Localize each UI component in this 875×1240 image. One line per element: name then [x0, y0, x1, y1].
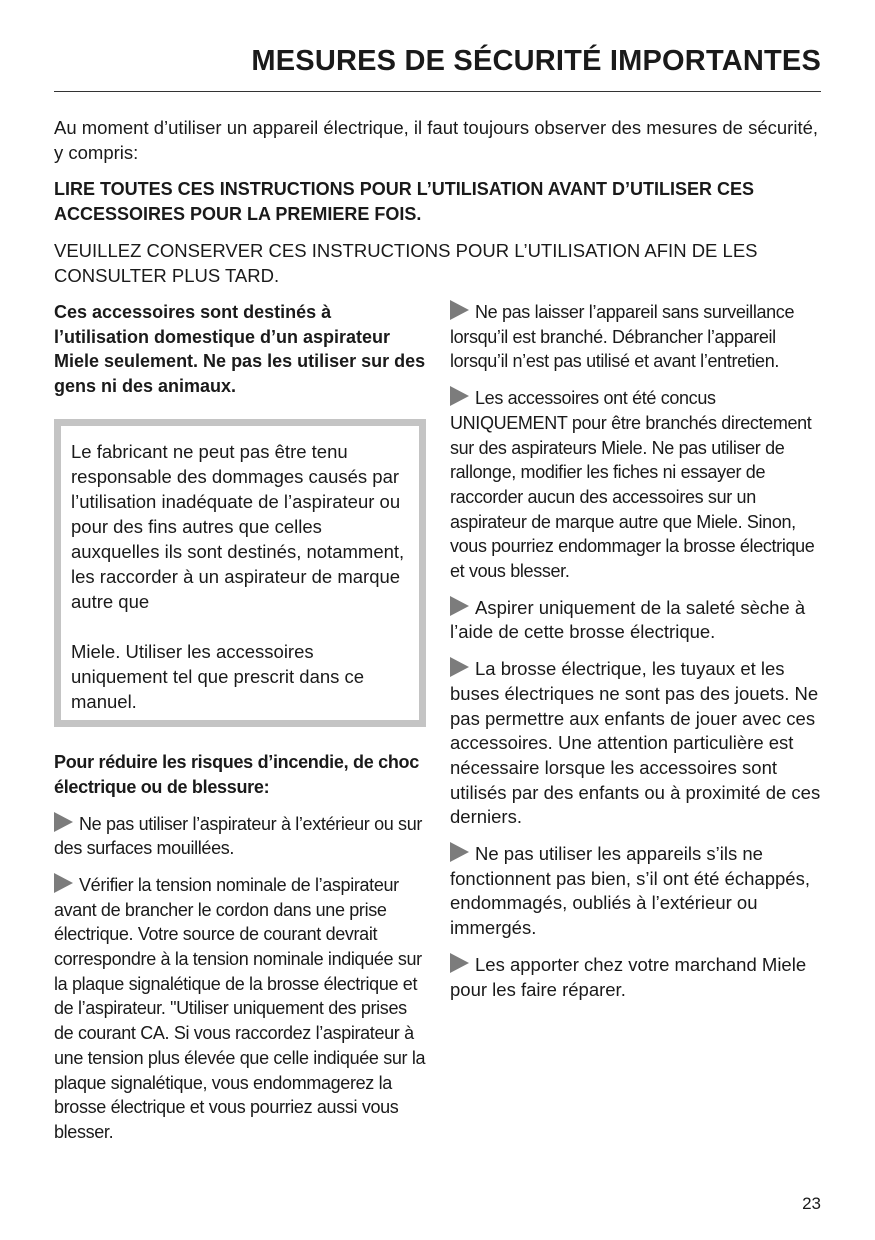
safety-item [54, 873, 426, 1145]
right-column [450, 300, 822, 1014]
triangle-right-icon [450, 657, 469, 677]
safety-item-text: Ne pas utiliser les appareils s’ils ne fonctionnent pas bien, s’il ont été échappés, endommagés, oubliés à l’extérieur ou immergés. [450, 843, 810, 939]
triangle-right-icon [450, 386, 469, 406]
safety-item [450, 386, 822, 584]
safety-item-text: Les apporter chez votre marchand Miele pour les faire réparer. [450, 953, 807, 1000]
safety-item [450, 953, 822, 1002]
safety-item [450, 596, 822, 645]
safety-item-text: Aspirer uniquement de la saleté sèche à l’aide de cette brosse électrique. [450, 596, 806, 643]
page-number: 23 [802, 1194, 821, 1213]
risk-reduction-heading: Pour réduire les risques d’incendie, de choc électrique ou de blessure: [54, 752, 419, 797]
safety-item [54, 812, 426, 861]
safety-item [450, 842, 822, 941]
safety-item [450, 300, 822, 374]
liability-notice-text: Le fabricant ne peut pas être tenu responsable des dommages causés par l’utilisation inadéquate de l’aspirateur ou pour des fins autres que celles auxquelles ils sont destinés, notamment, les raccorder à un aspirateur de marque autre que [71, 441, 405, 613]
intro-paragraph: Au moment d’utiliser un appareil électrique, il faut toujours observer des mesures de sécurité, y compris: [54, 117, 819, 163]
safety-item-text: Vérifier la tension nominale de l’aspirateur avant de brancher le cordon dans une prise électrique. Votre source de courant devrait correspondre à la tension nominale indiquée sur la plaque signalétique de la brosse électrique et de l’aspirateur. "Utiliser uniquement des prises de courant CA. Si vous raccordez l’aspirateur à une tension plus élevée que celle indiquée sur la plaque signalétique, vous endommagerez la brosse électrique et vous pourriez aussi vous blesser. [54, 874, 426, 1142]
safety-item [450, 657, 822, 830]
triangle-right-icon [450, 953, 469, 973]
liability-notice-box [54, 419, 426, 727]
title-divider [54, 91, 821, 92]
safety-item-text: Les accessoires ont été concus UNIQUEMENT pour être branchés directement sur des aspirateurs Miele. Ne pas utiliser de rallonge, modifier les fiches ni essayer de raccorder aucun des accessoires sur un aspirateur de marque autre que Miele. Sinon, vous pourriez endommager la brosse électrique et vous blesser. [450, 388, 815, 582]
triangle-right-icon [450, 300, 469, 320]
triangle-right-icon [54, 873, 73, 893]
triangle-right-icon [54, 812, 73, 832]
safety-item-text: La brosse électrique, les tuyaux et les buses électriques ne sont pas des jouets. Ne pas permettre aux enfants de jouer avec ces accessoires. Une attention particulière est nécessaire lorsque les accessoires sont utilisés par des enfants ou à proximité de ces derniers. [450, 658, 821, 828]
safety-item-text: Ne pas laisser l’appareil sans surveillance lorsqu’il est branché. Débrancher l’appareil lorsqu’il n’est pas utilisé et avant l’entretien. [450, 302, 795, 372]
triangle-right-icon [450, 842, 469, 862]
intended-use-statement: Ces accessoires sont destinés à l’utilisation domestique d’un aspirateur Miele seulement. Ne pas les utiliser sur des gens ni des animaux. [54, 302, 426, 396]
page-title: MESURES DE SÉCURITÉ IMPORTANTES [251, 45, 821, 77]
keep-instructions-notice: VEUILLEZ CONSERVER CES INSTRUCTIONS POUR L’UTILISATION AFIN DE LES CONSULTER PLUS TARD. [54, 240, 758, 286]
left-column [54, 300, 426, 1145]
liability-notice-text: Miele. Utiliser les accessoires uniquement tel que prescrit dans ce manuel. [71, 641, 365, 713]
safety-item-text: Ne pas utiliser l’aspirateur à l’extérieur ou sur des surfaces mouillées. [54, 813, 423, 859]
triangle-right-icon [450, 596, 469, 616]
read-instructions-notice: LIRE TOUTES CES INSTRUCTIONS POUR L’UTILISATION AVANT D’UTILISER CES ACCESSOIRES POUR LA PREMIERE FOIS. [54, 179, 755, 224]
